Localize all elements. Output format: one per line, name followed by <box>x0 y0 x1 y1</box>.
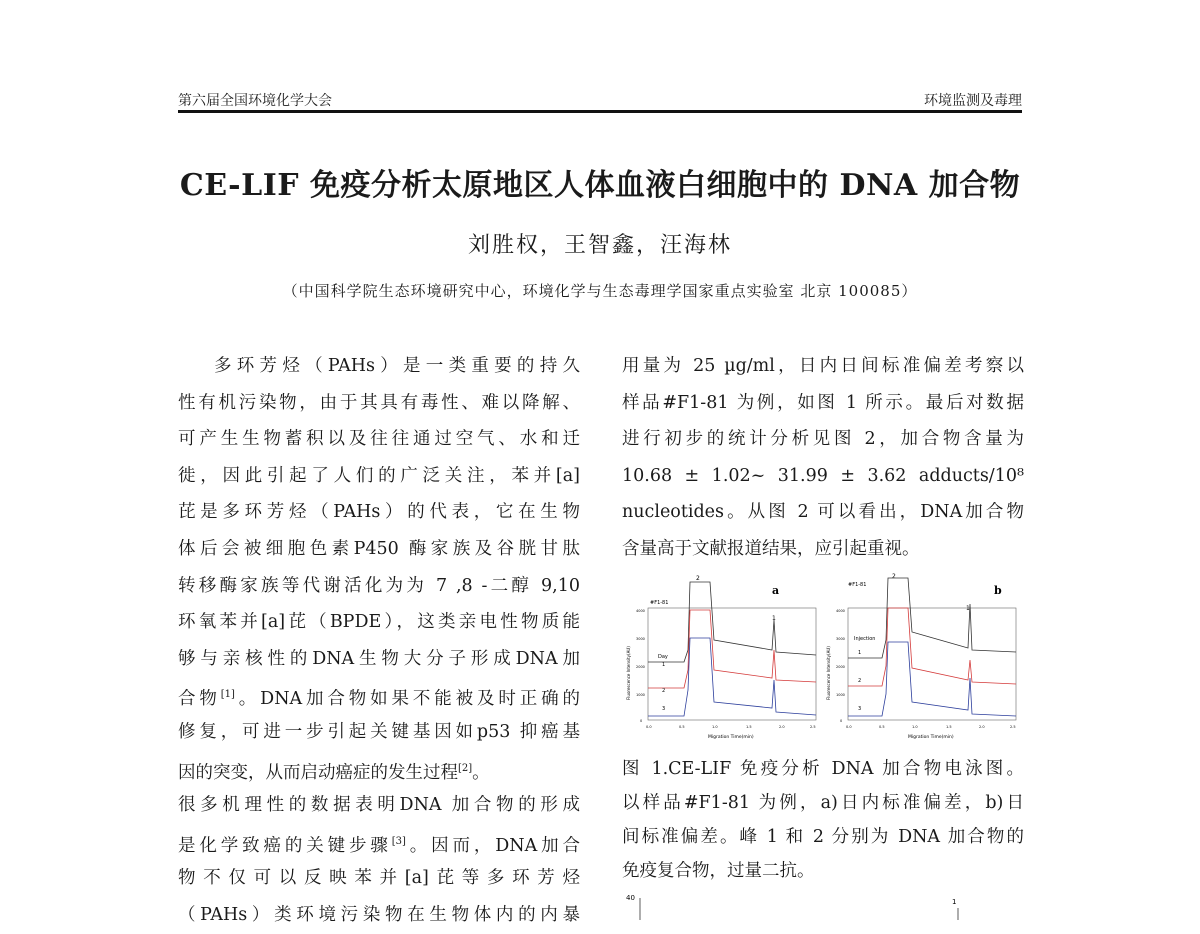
authors: 刘胜权，王智鑫，汪海林 <box>467 233 732 258</box>
running-header-left: 第六届全国环境化学大会 <box>178 93 332 109</box>
body-line: 够与亲核性的DNA生物大分子形成DNA加 <box>178 648 580 669</box>
panel-a-annotation: Day <box>658 654 668 660</box>
panel-a-xtick: 2.5 <box>810 725 816 729</box>
panel-b-ylabel: Fluorescence Intensity(AU) <box>826 646 831 700</box>
figure-1-electropherograms <box>622 570 1024 750</box>
panel-b-peak1-label: 1 <box>966 605 970 612</box>
panel-a-label: a <box>772 584 780 597</box>
caption-line: 免疫复合物，过量二抗。 <box>622 861 815 881</box>
panel-b-ytick: 0 <box>840 719 843 723</box>
panel-b <box>826 573 1016 740</box>
paper-title: CE-LIF 免疫分析太原地区人体血液白细胞中的 DNA 加合物 <box>179 168 1021 203</box>
panel-b-ytick: 1000 <box>836 693 845 697</box>
body-line: 因的突变，从而启动癌症的发生过程[2]。 <box>178 762 490 783</box>
left-column <box>178 348 580 934</box>
panel-b-annotation: Injection <box>854 636 876 642</box>
panel-a-xtick: 0.5 <box>679 725 685 729</box>
body-line: 用量为 25 µg/ml，日内日间标准偏差考察以 <box>622 356 1024 376</box>
body-line: nucleotides。从图 2 可以看出，DNA加合物 <box>622 502 1024 523</box>
caption-line: 以样品#F1-81 为例，a)日内标准偏差，b)日 <box>622 793 1024 813</box>
panel-a-xtick: 1.0 <box>712 725 718 729</box>
panel-a-xtick: 0.0 <box>646 725 652 729</box>
right-column <box>622 348 1024 568</box>
body-line: 修复，可进一步引起关键基因如p53 抑癌基 <box>178 721 580 742</box>
panel-a-ylabel: Fluorescence Intensity(AU) <box>626 646 631 700</box>
panel-a-ytick: 1000 <box>636 693 645 697</box>
body-line: 样品#F1-81 为例，如图 1 所示。最后对数据 <box>622 392 1024 413</box>
panel-b-trace-label: 2 <box>858 678 862 684</box>
panel-a <box>626 575 816 740</box>
running-header-right: 环境监测及毒理 <box>924 93 1022 109</box>
panel-b-ytick: 3000 <box>836 637 845 641</box>
panel-b-peak2-label: 2 <box>892 573 896 580</box>
panel-a-xtick: 2.0 <box>779 725 785 729</box>
body-line: 体后会被细胞色素P450 酶家族及谷胱甘肽 <box>178 538 580 559</box>
figure-1-caption <box>622 752 1024 888</box>
panel-b-trace-1 <box>848 578 1016 658</box>
body-line: 徙，因此引起了人们的广泛关注，苯并[a] <box>178 465 580 486</box>
figure-2-ytick: 40 <box>626 894 635 902</box>
body-line: 合物[1]。DNA加合物如果不能被及时正确的 <box>178 689 580 710</box>
panel-b-ytick: 2000 <box>836 665 845 669</box>
caption-line: 间标准偏差。峰 1 和 2 分别为 DNA 加合物的 <box>622 827 1024 847</box>
body-line: 多环芳烃（PAHs）是一类重要的持久 <box>214 356 580 376</box>
panel-b-label: b <box>994 584 1002 597</box>
panel-a-trace-label: 3 <box>662 706 666 712</box>
panel-b-xlabel: Migration Time(min) <box>908 735 954 740</box>
panel-b-frame <box>848 608 1016 720</box>
panel-a-trace-label: 1 <box>662 662 666 668</box>
panel-b-trace-label: 1 <box>858 650 862 656</box>
panel-a-peak2-label: 2 <box>696 575 700 582</box>
panel-b-xtick: 0.5 <box>879 725 885 729</box>
figure-2-partial <box>622 888 1024 920</box>
panel-a-trace-label: 2 <box>662 688 666 694</box>
panel-b-trace-label: 3 <box>858 706 862 712</box>
panel-b-xtick: 2.5 <box>1010 725 1016 729</box>
panel-a-ytick: 0 <box>640 719 643 723</box>
affiliation: （中国科学院生态环境研究中心，环境化学与生态毒理学国家重点实验室 北京 100085） <box>282 282 918 300</box>
panel-a-ytick: 3000 <box>636 637 645 641</box>
body-line: 含量高于文献报道结果，应引起重视。 <box>622 538 920 559</box>
body-line: 转移酶家族等代谢活化为为 7 ,8 -二醇 9,10 <box>178 575 580 596</box>
panel-a-ytick: 4000 <box>636 609 645 613</box>
panel-a-peak1-label: 1 <box>772 615 776 622</box>
panel-a-xlabel: Migration Time(min) <box>708 735 754 740</box>
header-rule <box>178 110 1022 113</box>
panel-b-xtick: 1.5 <box>946 725 952 729</box>
body-line: 10.68 ± 1.02~ 31.99 ± 3.62 adducts/10⁸ <box>622 465 1024 486</box>
body-line: 物不仅可以反映苯并[a]芘等多环芳烃 <box>178 868 580 889</box>
caption-line: 图 1.CE-LIF 免疫分析 DNA 加合物电泳图。 <box>622 759 1024 779</box>
body-line: 芘是多环芳烃（PAHs）的代表，它在生物 <box>178 502 580 523</box>
panel-a-trace-3 <box>648 638 816 716</box>
figure-2-peak-label: 1 <box>952 898 957 906</box>
panel-b-xtick: 0.0 <box>846 725 852 729</box>
panel-a-trace-2 <box>648 610 816 688</box>
panel-a-sample: #F1-81 <box>650 600 669 606</box>
body-line: 进行初步的统计分析见图 2，加合物含量为 <box>622 429 1024 450</box>
panel-a-frame <box>648 608 816 720</box>
panel-a-trace-1 <box>648 582 816 662</box>
body-line: 性有机污染物，由于其具有毒性、难以降解、 <box>178 392 580 413</box>
panel-b-sample: #F1-81 <box>848 582 867 588</box>
panel-a-xtick: 1.5 <box>746 725 752 729</box>
body-line: 是化学致癌的关键步骤[3]。因而，DNA加合 <box>178 835 580 856</box>
body-line: 可产生生物蓄积以及往往通过空气、水和迁 <box>178 429 580 450</box>
panel-b-trace-3 <box>848 642 1016 716</box>
panel-b-xtick: 2.0 <box>979 725 985 729</box>
body-line: （PAHs）类环境污染物在生物体内的内暴 <box>178 904 580 925</box>
panel-b-ytick: 4000 <box>836 609 845 613</box>
panel-b-trace-2 <box>848 608 1016 686</box>
panel-a-ytick: 2000 <box>636 665 645 669</box>
body-line: 环氧苯并[a]芘（BPDE），这类亲电性物质能 <box>178 612 580 633</box>
panel-b-xtick: 1.0 <box>912 725 918 729</box>
body-line: 很多机理性的数据表明DNA 加合物的形成 <box>178 795 580 816</box>
